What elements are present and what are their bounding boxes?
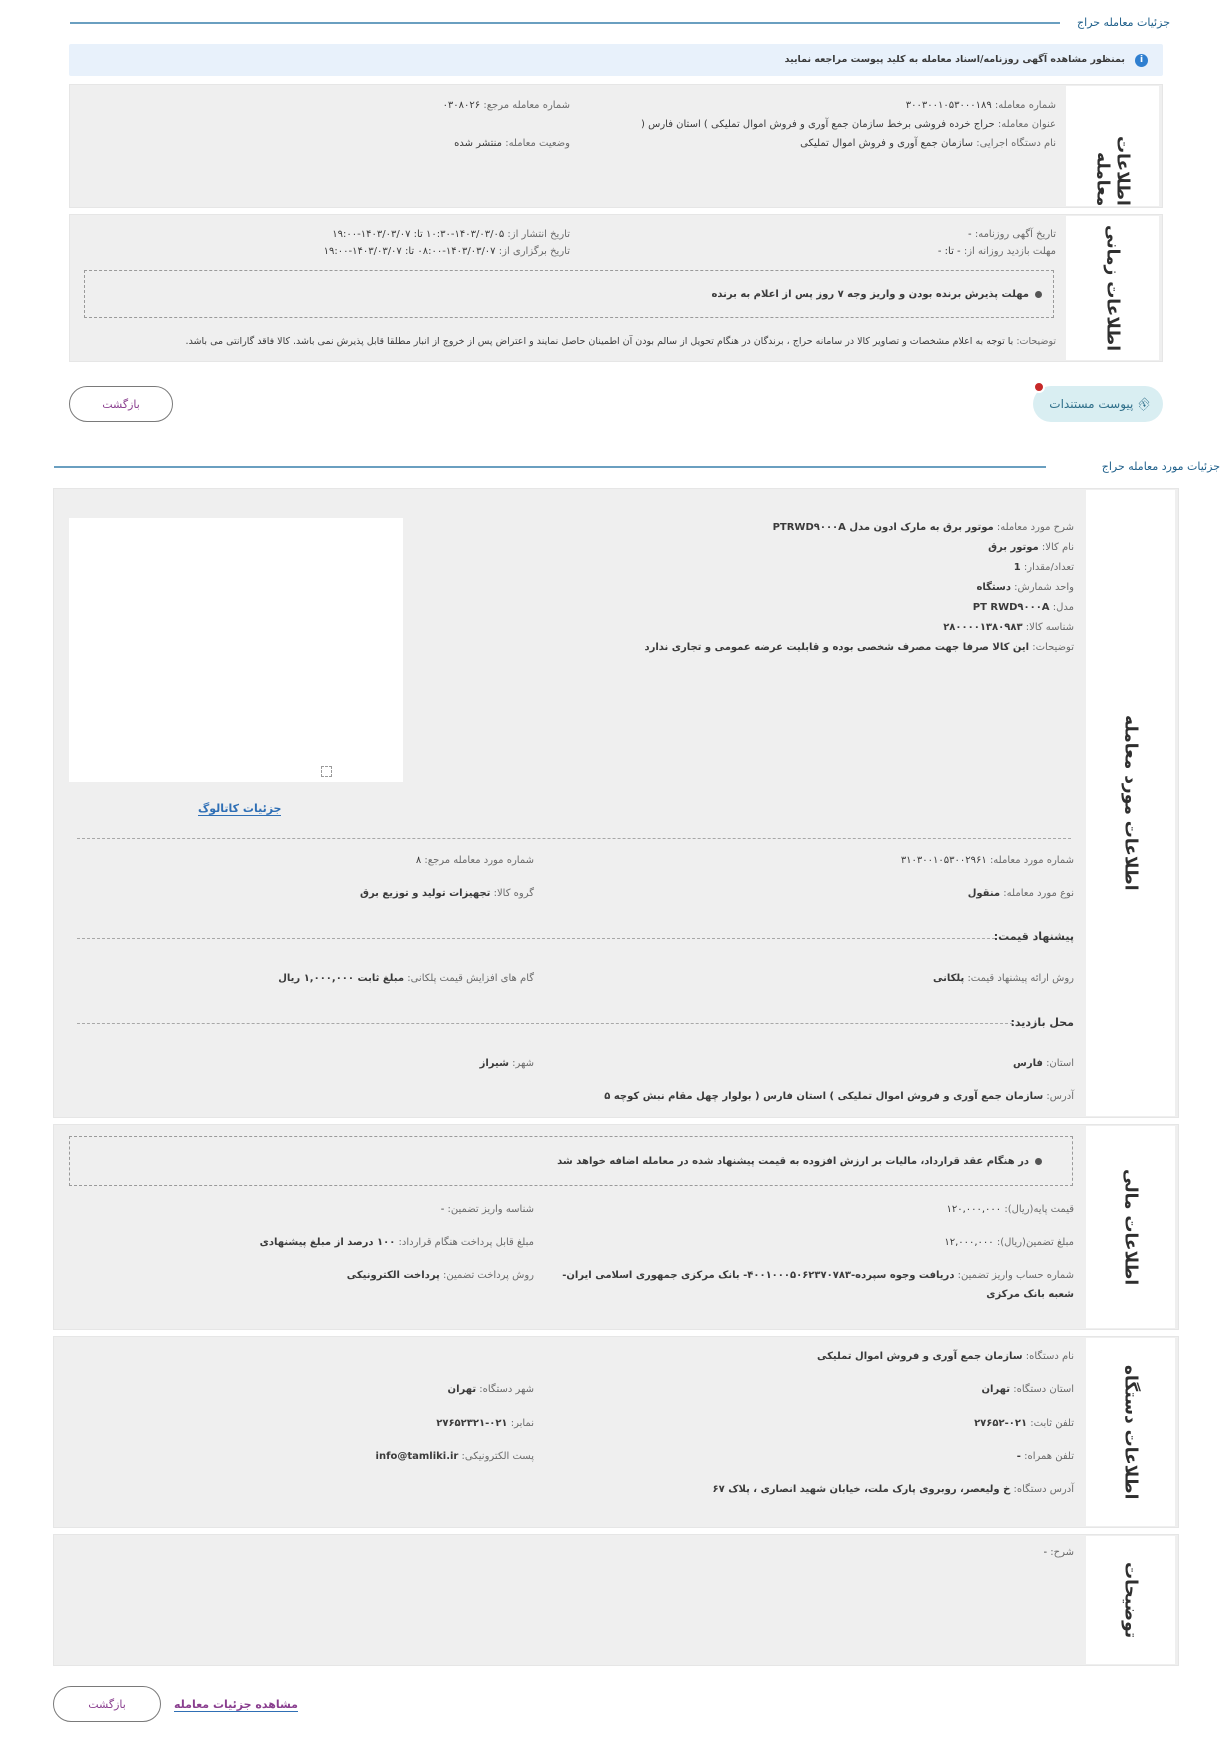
visit-province: استان: فارس bbox=[1013, 1058, 1074, 1069]
item-section-divider bbox=[54, 466, 1046, 468]
catalog-details-link[interactable]: جزئیات کاتالوگ bbox=[198, 802, 282, 815]
hold-date: تاریخ برگزاری از: ۱۴۰۳/۰۳/۰۷-۰۸:۰۰ تا: ۱۴۰۳/۰۳/۰۷-۱۹:۰۰ bbox=[323, 246, 570, 257]
org-address: آدرس دستگاه: خ ولیعصر، روبروی پارک ملت، خیابان شهید انصاری ، پلاک ۶۷ bbox=[712, 1484, 1074, 1495]
attach-documents-label: ⎘پیوست مستندات bbox=[1049, 395, 1153, 413]
bullet-icon bbox=[1035, 291, 1042, 298]
attach-count-badge bbox=[1033, 381, 1045, 393]
description-panel bbox=[53, 1534, 1179, 1666]
deal-number: شماره معامله: ۳۰۰۳۰۰۱۰۵۳۰۰۰۱۸۹ bbox=[905, 100, 1056, 111]
base-price: قیمت پایه(ریال): ۱۲۰,۰۰۰,۰۰۰ bbox=[946, 1204, 1074, 1215]
visit-address: آدرس: سازمان جمع آوری و فروش اموال تملیکی ) استان فارس ( بولوار چهل مقام نبش کوچه ۵ bbox=[604, 1091, 1074, 1102]
price-method: روش ارائه پیشنهاد قیمت: پلکانی bbox=[932, 973, 1074, 984]
back-button-bottom[interactable]: بازگشت bbox=[53, 1686, 161, 1722]
newspaper-date: تاریخ آگهی روزنامه: - bbox=[968, 229, 1056, 240]
item-description: شرح مورد معامله: موتور برق به مارک ادون مدل PTRWD۹۰۰۰A bbox=[772, 522, 1074, 533]
info-bar-text: بمنظور مشاهده آگهی روزنامه/اسناد معامله به کلید پیوست مراجعه نمایید bbox=[784, 54, 1125, 65]
time-description: توضیحات: با توجه به اعلام مشخصات و تصاویر کالا در سامانه حراج ، برندگان در هنگام تحویل از سالم بودن آن اطمینان حاصل نمایند و اعتراض پس از خروج از انبار مطلقا قابل پذیرش نمی باشد. کالا فاقد گارانتی می باشد. bbox=[185, 336, 1056, 347]
info-icon: i bbox=[1135, 54, 1148, 67]
description-text: شرح: - bbox=[1043, 1547, 1074, 1558]
page-title: جزئیات معامله حراج bbox=[1077, 16, 1170, 29]
item-note: توضیحات: این کالا صرفا جهت مصرف شخصی بوده و قابلیت عرضه عمومی و تجاری ندارد bbox=[644, 642, 1074, 653]
org-email: پست الکترونیکی: info@tamliki.ir bbox=[375, 1451, 534, 1462]
guarantee-account-branch: شعبه بانک مرکزی bbox=[986, 1289, 1074, 1300]
deposit-id: شناسه واریز تضمین: - bbox=[440, 1204, 534, 1215]
item-image[interactable] bbox=[69, 518, 403, 782]
org-city: شهر دستگاه: تهران bbox=[447, 1384, 534, 1395]
bullet-icon bbox=[1035, 1158, 1042, 1165]
divider bbox=[77, 1023, 1013, 1024]
item-number: شماره مورد معامله: ۳۱۰۳۰۰۱۰۵۳۰۰۲۹۶۱ bbox=[900, 855, 1074, 866]
item-type: نوع مورد معامله: منقول bbox=[967, 888, 1074, 899]
back-button[interactable]: بازگشت bbox=[69, 386, 173, 422]
divider bbox=[77, 938, 995, 939]
item-group: گروه کالا: تجهیزات تولید و توزیع برق bbox=[360, 888, 534, 899]
info-bar bbox=[69, 44, 1163, 76]
deal-title: عنوان معامله: حراج خرده فروشی برخط سازمان جمع آوری و فروش اموال تملیکی ) استان فارس ( bbox=[641, 119, 1056, 130]
visit-heading: محل بازدید: bbox=[1010, 1016, 1074, 1029]
item-ref-number: شماره مورد معامله مرجع: ۸ bbox=[415, 855, 534, 866]
publish-date: تاریخ انتشار از: ۱۴۰۳/۰۳/۰۵-۱۰:۳۰ تا: ۱۴۰۳/۰۳/۰۷-۱۹:۰۰ bbox=[332, 229, 570, 240]
view-deal-details-link[interactable]: مشاهده جزئیات معامله bbox=[174, 1698, 298, 1711]
item-id: شناسه کالا: ۲۸۰۰۰۰۱۳۸۰۹۸۳ bbox=[943, 622, 1074, 633]
expand-icon[interactable] bbox=[321, 766, 332, 777]
guarantee-pay-method: روش پرداخت تضمین: پرداخت الکترونیکی bbox=[346, 1270, 534, 1281]
divider bbox=[77, 838, 1071, 839]
item-section-title: جزئیات مورد معامله حراج bbox=[1101, 460, 1220, 473]
paperclip-icon: ⎘ bbox=[1136, 395, 1153, 413]
deal-info-side-title: اطلاعات معامله bbox=[1066, 86, 1159, 206]
guarantee-account: شماره حساب واریز تضمین: دریافت وجوه سپرده-۴۰۰۱۰۰۰۵۰۶۲۳۷۰۷۸۳- بانک مرکزی جمهوری اسلامی ایران- bbox=[562, 1270, 1074, 1281]
vat-notice: در هنگام عقد قرارداد، مالیات بر ارزش افزوده به قیمت پیشنهاد شده در معامله اضافه خواهد شد bbox=[557, 1156, 1042, 1167]
visit-deadline: مهلت بازدید روزانه از: - تا: - bbox=[937, 246, 1056, 257]
deal-org: نام دستگاه اجرایی: سازمان جمع آوری و فروش اموال تملیکی bbox=[800, 138, 1056, 149]
price-step: گام های افزایش قیمت پلکانی: مبلغ ثابت ۱,۰۰۰,۰۰۰ ریال bbox=[278, 973, 534, 984]
finance-info-side-title: اطلاعات مالی bbox=[1086, 1126, 1175, 1328]
price-heading: پیشنهاد قیمت: bbox=[993, 930, 1074, 943]
org-info-panel bbox=[53, 1336, 1179, 1528]
deal-ref-number: شماره معامله مرجع: ۰۳۰۸۰۲۶ bbox=[442, 100, 570, 111]
item-quantity: تعداد/مقدار: 1 bbox=[1013, 562, 1074, 573]
org-name: نام دستگاه: سازمان جمع آوری و فروش اموال تملیکی bbox=[817, 1351, 1074, 1362]
org-info-side-title: اطلاعات دستگاه bbox=[1086, 1338, 1175, 1526]
description-side-title: توضیحات bbox=[1086, 1536, 1175, 1664]
org-phone: تلفن ثابت: ۰۲۱-۲۷۶۵۲ bbox=[974, 1418, 1074, 1429]
deal-status: وضعیت معامله: منتشر شده bbox=[454, 138, 570, 149]
visit-city: شهر: شیراز bbox=[479, 1058, 534, 1069]
section-divider bbox=[70, 22, 1060, 24]
time-info-side-title: اطلاعات زمانی bbox=[1066, 216, 1159, 360]
attach-documents-button[interactable] bbox=[1033, 386, 1163, 422]
guarantee-amount: مبلغ تضمین(ریال): ۱۲,۰۰۰,۰۰۰ bbox=[944, 1237, 1074, 1248]
item-model: مدل: PT RWD۹۰۰۰A bbox=[972, 602, 1074, 613]
item-unit: واحد شمارش: دستگاه bbox=[976, 582, 1074, 593]
org-province: استان دستگاه: تهران bbox=[981, 1384, 1074, 1395]
item-name: نام کالا: موتور برق bbox=[988, 542, 1074, 553]
payable-amount: مبلغ قابل پرداخت هنگام قرارداد: ۱۰۰ درصد از مبلغ پیشنهادی bbox=[259, 1237, 534, 1248]
winner-notice: مهلت پذیرش برنده بودن و واریز وجه ۷ روز پس از اعلام به برنده bbox=[711, 289, 1042, 300]
org-mobile: تلفن همراه: - bbox=[1016, 1451, 1074, 1462]
item-info-side-title: اطلاعات مورد معامله bbox=[1086, 490, 1175, 1116]
org-fax: نمابر: ۰۲۱-۲۷۶۵۲۳۲۱ bbox=[436, 1418, 534, 1429]
